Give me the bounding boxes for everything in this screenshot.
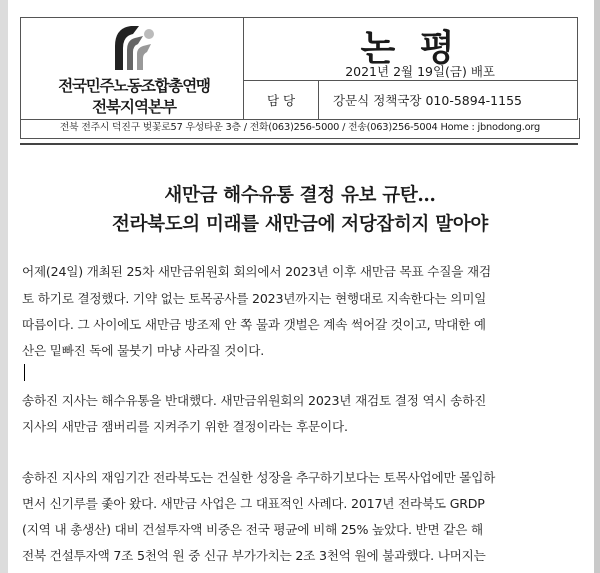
body-line: 전북 건설투자액 7조 5천억 원 중 신규 부가가치는 2조 3천억 원에 불과했다. 나머지는 bbox=[22, 548, 486, 563]
body-line: 산은 밑빠진 독에 물붓기 마냥 사라질 것이다. bbox=[22, 343, 265, 358]
union-logo-icon bbox=[105, 24, 159, 72]
document-header bbox=[20, 17, 578, 120]
address-bar: 전북 전주시 덕진구 벚꽃로57 우성타운 3층 / 전화(063)256-5000 / 전송(063)256-5004 Home : jbnodong.org bbox=[20, 118, 580, 139]
org-branch: 전북지역본부 bbox=[92, 98, 176, 116]
body-line: 지사의 새만금 잼버리를 지켜주기 위한 결정이라는 후문이다. bbox=[22, 419, 348, 434]
window-left-edge bbox=[0, 0, 8, 573]
title-cell bbox=[244, 18, 578, 81]
contact-value: 강문식 정책국장 010-5894-1155 bbox=[319, 81, 578, 120]
contact-label: 담 당 bbox=[244, 81, 319, 120]
body-line: 토 하기로 결정했다. 기약 없는 토목공사를 2023년까지는 현행대로 지속한다는 의미일 bbox=[22, 291, 487, 306]
text-cursor bbox=[24, 364, 25, 381]
body-line: 면서 신기루를 좇아 왔다. 새만금 사업은 그 대표적인 사례다. 2017년 전라북도 GRDP bbox=[22, 496, 485, 511]
headline-line-1: 새만금 해수유통 결정 유보 규탄… bbox=[164, 185, 436, 206]
body-line: (지역 내 총생산) 대비 건설투자액 비중은 전국 평균에 비해 25% 높았다. 반면 같은 해 bbox=[22, 522, 483, 537]
headline-line-2: 전라북도의 미래를 새만금에 저당잡히지 말아야 bbox=[112, 214, 488, 235]
body-line: 송하진 지사의 재임기간 전라북도는 건실한 성장을 추구하기보다는 토목사업에만 몰입하 bbox=[22, 470, 496, 485]
release-date: 2021년 2월 19일(금) 배포 bbox=[345, 64, 495, 79]
org-name: 전국민주노동조합총연맹 bbox=[58, 77, 210, 95]
doc-type-title: 논 평 bbox=[360, 28, 461, 69]
body-line: 따름이다. 그 사이에도 새만금 방조제 안 쪽 물과 갯벌은 계속 썩어갈 것이고, 막대한 예 bbox=[22, 317, 486, 332]
logo-cell bbox=[21, 18, 244, 120]
body-line: 송하진 지사는 해수유통을 반대했다. 새만금위원회의 2023년 재검토 결정 역시 송하진 bbox=[22, 393, 487, 408]
body-line: 어제(24일) 개최된 25차 새만금위원회 회의에서 2023년 이후 새만금 목표 수질을 재검 bbox=[22, 264, 491, 279]
scrollbar[interactable] bbox=[594, 0, 600, 573]
header-divider bbox=[20, 143, 578, 145]
